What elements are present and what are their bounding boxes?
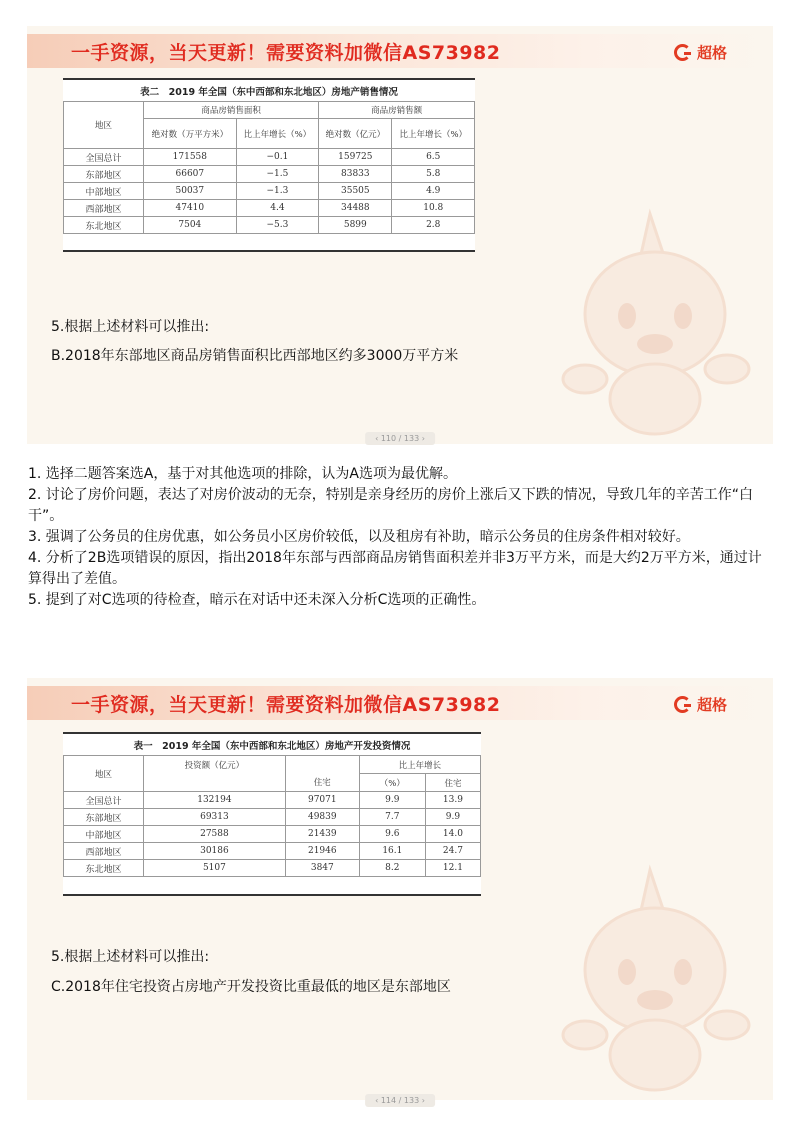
promo-banner-text: 一手资源，当天更新！需要资料加微信AS73982: [71, 42, 501, 64]
promo-banner-text: 一手资源，当天更新！需要资料加微信AS73982: [71, 694, 501, 716]
table-cell: −1.3: [236, 183, 319, 200]
table-cell: 24.7: [425, 843, 480, 860]
header-growth-pct: （%）: [359, 774, 425, 792]
table-cell: 西部地区: [64, 200, 144, 217]
table-cell: 83833: [319, 166, 392, 183]
table-cell: 7.7: [359, 809, 425, 826]
table-row: [64, 200, 475, 217]
table-cell: 9.6: [359, 826, 425, 843]
header-growth-area: 比上年增长（%）: [236, 119, 319, 149]
table-cell: 5107: [144, 860, 286, 877]
table-row: [64, 149, 475, 166]
table-cell: 5.8: [392, 166, 475, 183]
promo-banner: [27, 34, 773, 68]
brand-g-icon: [674, 44, 691, 61]
brand-name: 超格: [696, 44, 727, 62]
table-row: [64, 809, 481, 826]
brand-logo: [674, 42, 727, 63]
table-cell: 5899: [319, 217, 392, 234]
table-cell: 2.8: [392, 217, 475, 234]
table-cell: 49839: [285, 809, 359, 826]
summary-item: 4. 分析了2B选项错误的原因，指出2018年东部与西部商品房销售面积差并非3万平方米，而是大约2万平方米，通过计算得出了差值。: [28, 550, 762, 587]
slide-page-114: [27, 678, 773, 1105]
brand-logo: [674, 694, 727, 715]
investment-table-card: [63, 732, 481, 896]
sales-table-card: [63, 78, 475, 252]
question-option: C.2018年住宅投资占房地产开发投资比重最低的地区是东部地区: [51, 979, 451, 995]
table-cell: 47410: [144, 200, 237, 217]
table-cell: 全国总计: [64, 149, 144, 166]
header-sales-area: 商品房销售面积: [144, 102, 319, 119]
investment-table: [63, 755, 481, 877]
table-row: [64, 183, 475, 200]
table-cell: 21439: [285, 826, 359, 843]
unicorn-mascot-icon: [555, 204, 755, 434]
header-abs-area: 绝对数（万平方米）: [144, 119, 237, 149]
table-cell: 66607: [144, 166, 237, 183]
table-cell: 34488: [319, 200, 392, 217]
table-cell: 97071: [285, 792, 359, 809]
table-row: [64, 860, 481, 877]
table-cell: 3847: [285, 860, 359, 877]
table-cell: 69313: [144, 809, 286, 826]
question-option: B.2018年东部地区商品房销售面积比西部地区约多3000万平方米: [51, 348, 459, 364]
header-sales-amount: 商品房销售额: [319, 102, 475, 119]
summary-item: 5. 提到了对C选项的待检查，暗示在对话中还未深入分析C选项的正确性。: [28, 592, 486, 608]
table-cell: 9.9: [425, 809, 480, 826]
table-cell: 16.1: [359, 843, 425, 860]
table-cell: −1.5: [236, 166, 319, 183]
table-cell: 30186: [144, 843, 286, 860]
question-title: 5.根据上述材料可以推出:: [51, 949, 210, 965]
table-row: [64, 826, 481, 843]
table-cell: 8.2: [359, 860, 425, 877]
summary-item: 3. 强调了公务员的住房优惠，如公务员小区房价较低，以及租房有补助，暗示公务员的住房条件相对较好。: [28, 529, 690, 545]
page-indicator[interactable]: ‹ 110 / 133 ›: [365, 432, 435, 445]
table-cell: 12.1: [425, 860, 480, 877]
table-cell: 35505: [319, 183, 392, 200]
table-cell: 10.8: [392, 200, 475, 217]
brand-name: 超格: [696, 696, 727, 714]
summary-list: [28, 464, 774, 611]
table-cell: 东北地区: [64, 860, 144, 877]
header-growth-amount: 比上年增长（%）: [392, 119, 475, 149]
table-cell: 4.4: [236, 200, 319, 217]
table-cell: 13.9: [425, 792, 480, 809]
table-caption: 表一 2019 年全国（东中西部和东北地区）房地产开发投资情况: [63, 734, 481, 755]
question-title: 5.根据上述材料可以推出:: [51, 319, 210, 335]
table-cell: 21946: [285, 843, 359, 860]
table-row: [64, 792, 481, 809]
table-cell: 9.9: [359, 792, 425, 809]
summary-item: 2. 讨论了房价问题，表达了对房价波动的无奈，特别是亲身经历的房价上涨后又下跌的情况，导致几年的辛苦工作“白干”。: [28, 487, 754, 524]
table-cell: 7504: [144, 217, 237, 234]
table-cell: 中部地区: [64, 826, 144, 843]
table-cell: 171558: [144, 149, 237, 166]
table-cell: 27588: [144, 826, 286, 843]
table-caption: 表二 2019 年全国（东中西部和东北地区）房地产销售情况: [63, 80, 475, 101]
promo-banner: [27, 686, 773, 720]
unicorn-mascot-icon: [555, 860, 755, 1090]
header-growth-residential: 住宅: [425, 774, 480, 792]
header-growth: 比上年增长: [359, 756, 480, 774]
table-row: [64, 217, 475, 234]
table-cell: −0.1: [236, 149, 319, 166]
table-cell: 东部地区: [64, 809, 144, 826]
header-residential: 住宅: [285, 756, 359, 792]
table-cell: −5.3: [236, 217, 319, 234]
table-cell: 4.9: [392, 183, 475, 200]
table-cell: 西部地区: [64, 843, 144, 860]
table-cell: 中部地区: [64, 183, 144, 200]
header-invest: 投资额（亿元）: [144, 756, 286, 792]
table-cell: 14.0: [425, 826, 480, 843]
brand-g-icon: [674, 696, 691, 713]
table-cell: 50037: [144, 183, 237, 200]
slide-page-110: [27, 26, 773, 444]
header-region: 地区: [64, 756, 144, 792]
table-cell: 6.5: [392, 149, 475, 166]
table-row: [64, 166, 475, 183]
table-row: [64, 843, 481, 860]
sales-table: [63, 101, 475, 234]
table-cell: 132194: [144, 792, 286, 809]
summary-item: 1. 选择二题答案选A，基于对其他选项的排除，认为A选项为最优解。: [28, 466, 457, 482]
table-cell: 全国总计: [64, 792, 144, 809]
table-cell: 东北地区: [64, 217, 144, 234]
page-indicator[interactable]: ‹ 114 / 133 ›: [365, 1094, 435, 1107]
header-abs-amount: 绝对数（亿元）: [319, 119, 392, 149]
header-region: 地区: [64, 102, 144, 149]
table-cell: 159725: [319, 149, 392, 166]
table-cell: 东部地区: [64, 166, 144, 183]
